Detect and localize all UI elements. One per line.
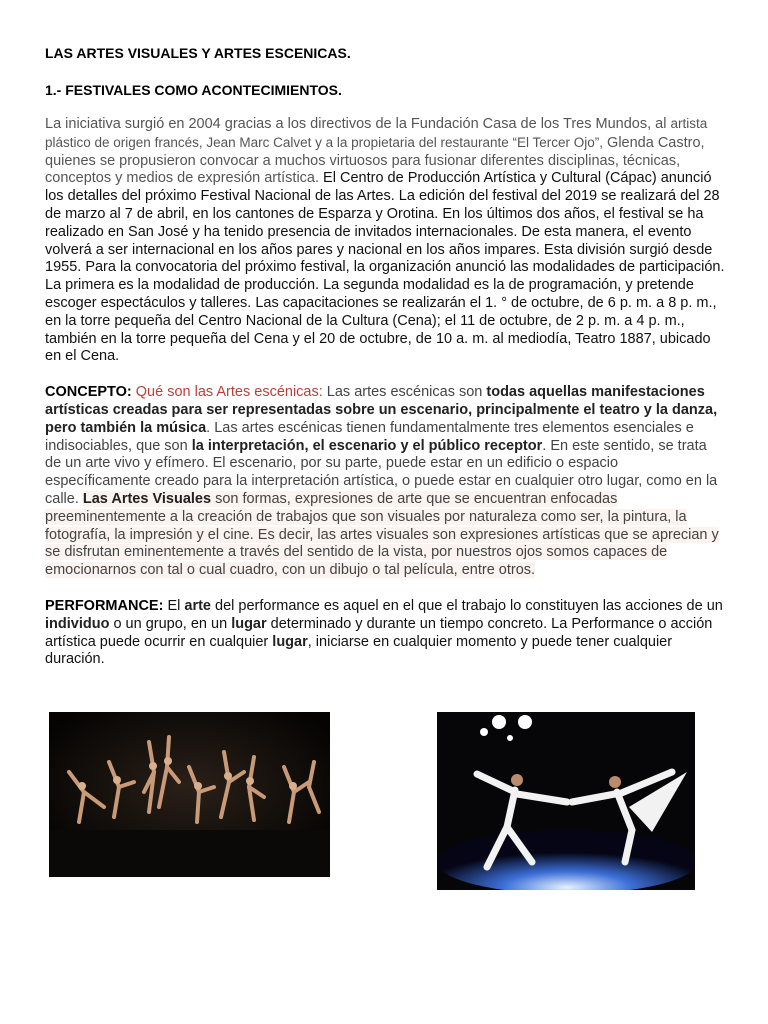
festival-text-d: El Centro de Producción Artística y Cultural (Cápac) anunció los detalles del próximo Festival Nacional de las Artes. La edición del festival del 2019 se realizará del 28 de marzo al 7 de abril, en los cantones de Esparza y Orotina. En los últimos dos años, el festival se ha realizado en San José y ha tenido presencia de invitados internacionales. De esta manera, el evento volverá a ser internacional en los años pares y nacional en los años impares. Esta división surgió desde 1955. Para la convocatoria del próximo festival, la organización anunció las modalidades de participación. La primera es la modalidad de producción. La segunda modalidad es la de programación, y pretende escoger espectáculos y talleres. Las capacitaciones se realizarán el 1. ° de octubre, de 6 p. m. a 8 p. m., en la torre pequeña del Centro Nacional de la Cultura (Cena); el 11 de octubre, de 2 p. m. a 4 p. m., también en la torre pequeña del Cena y el 20 de octubre, de 10 a. m. al mediodía, Teatro 1887, ubicado en el Cena. (45, 170, 725, 365)
performance-bold-1: arte (184, 597, 211, 614)
concepto-text-3: . En este sentido, se trata de un arte vivo y efímero. El escenario, por su parte, puede estar en un edificio o espacio específicamente creado para la interpretación artística, o puede estar en cualquier otro lugar, como en la calle. (45, 437, 718, 507)
festival-paragraph (45, 115, 725, 366)
performance-text-2: del performance es aquel en el que el trabajo lo constituyen las acciones de un (210, 597, 723, 614)
document-title: LAS ARTES VISUALES Y ARTES ESCENICAS. (45, 45, 351, 61)
performance-paragraph (45, 598, 725, 669)
concepto-text-2: . Las artes escénicas tienen fundamentalmente tres elementos esenciales e indisociables, que son (45, 419, 694, 454)
concepto-bold-2: la interpretación, el escenario y el público receptor (191, 437, 543, 454)
section-heading: 1.- FESTIVALES COMO ACONTECIMIENTOS. (45, 82, 342, 98)
concepto-question: Qué son las Artes escénicas: (131, 384, 323, 401)
performance-label: PERFORMANCE: (45, 597, 164, 614)
festival-text-b: artista plástico de origen francés, Jean Marc Calvet y a la propietaria del restaurante “El Tercer Ojo”, (45, 116, 708, 150)
festival-text-a: La iniciativa surgió en 2004 gracias a los directivos de la Fundación Casa de los Tres Mundos, al (45, 116, 671, 132)
performance-text-4: determinado y durante un tiempo concreto. La Performance o acción artística puede ocurrir en cualquier (45, 615, 713, 650)
concepto-text-4: son formas, expresiones de arte que se encuentran enfocadas preeminentemente a la creación de trabajos que son visuales por naturaleza como ser, la pintura, la fotografía, la impresión y el cine. Es decir, las artes visuales son expresiones artísticas que se aprecian y se disfrutan eminentemente a través del sentido de la vista, por nuestros ojos somos capaces de emocionarnos con tal o cual cuadro, con un dibujo o tal película, entre otros. (45, 490, 719, 579)
festival-text-c: Glenda Castro, quienes se propusieron convocar a muchos virtuosos para fusionar diferentes disciplinas, técnicas, conceptos y medios de expresión artística. (45, 134, 705, 187)
concepto-bold-3: Las Artes Visuales (82, 490, 212, 507)
concepto-bold-1: todas aquellas manifestaciones artísticas creadas para ser representadas sobre un escenario, principalmente el teatro y la danza, pero también la música (45, 384, 718, 436)
dance-couple-photo (437, 712, 695, 890)
performance-text-1: El (163, 597, 185, 614)
performance-text-3: o un grupo, en un (109, 615, 232, 632)
performance-text-5: , iniciarse en cualquier momento y puede tener cualquier duración. (45, 633, 673, 668)
performance-bold-4: lugar (272, 633, 308, 650)
performance-bold-3: lugar (231, 615, 267, 632)
document-page (45, 44, 725, 669)
concepto-label: CONCEPTO: (45, 384, 132, 401)
concepto-paragraph (45, 384, 725, 580)
concepto-text-1: Las artes escénicas son (322, 384, 487, 401)
dance-group-photo (49, 712, 330, 877)
performance-bold-2: individuo (45, 615, 110, 632)
